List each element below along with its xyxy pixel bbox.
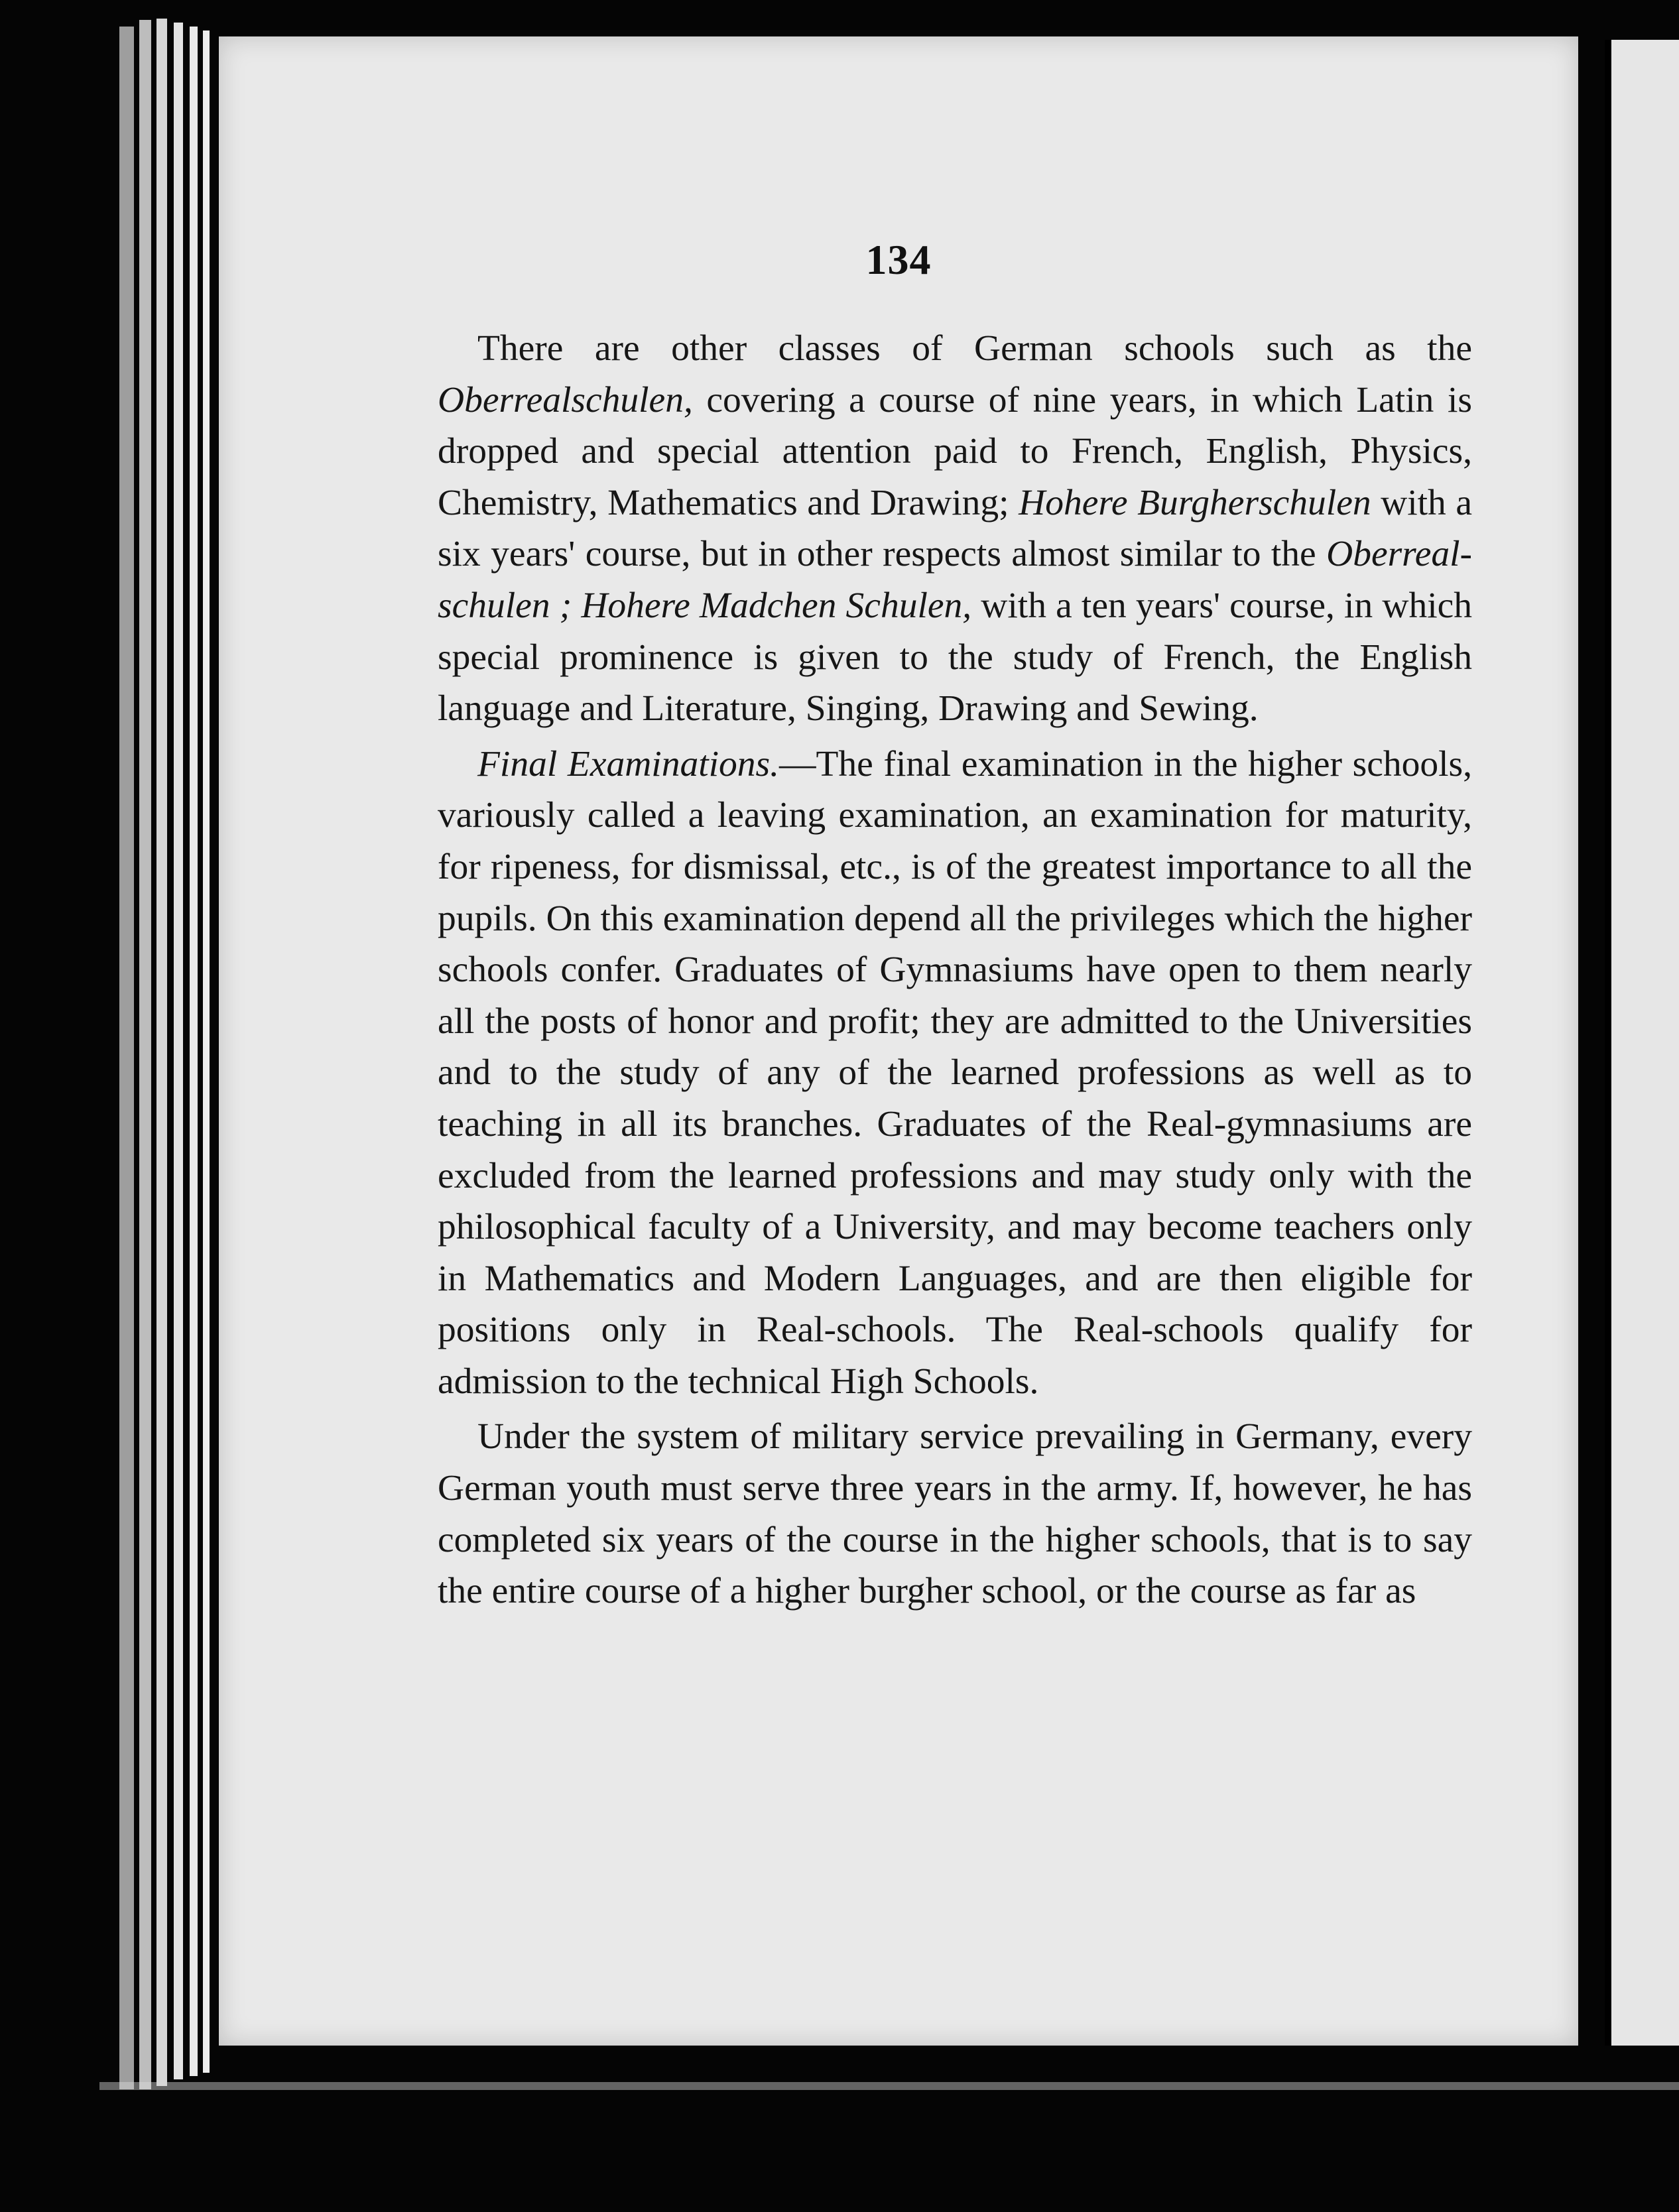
scan-strip (99, 2082, 1679, 2090)
book-edge (174, 23, 183, 2079)
italic-text: Oberrealschulen, (438, 379, 693, 420)
paragraph (438, 1411, 1472, 1617)
body-text (438, 323, 1472, 1617)
text-run: covering a course of nine years, in which Latin is dropped and special attention paid to French, English, Physics, Chemistry, Mathematics and Drawing; (438, 379, 1472, 523)
italic-text: Oberreal-schulen ; Hohere Madchen Schulen, (438, 534, 1472, 626)
text-run: with a six years' course, but in other respects almost similar to the (438, 482, 1473, 575)
facing-page-edge (1605, 40, 1679, 2046)
text-run: There are other classes of German schools such as the (477, 328, 1472, 369)
book-edge (119, 27, 134, 2089)
page-number: 134 (865, 236, 932, 283)
paragraph (438, 323, 1472, 735)
book-edge (156, 19, 167, 2086)
book-edge (203, 31, 210, 2073)
text-run: —The final examination in the higher schools, variously called a leaving examination, an examination for maturity, for ripeness, for dismissal, etc., is of the greatest importance to all the pupils. On this examination depend all the privileges which the higher schools confer. Graduates of Gymnasiums have open to them nearly all the posts of honor and profit; they are admitted to the Universities and to the study of any of the learned professions as well as to teaching in all its branches. Graduates of the Real-gymnasiums are excluded from the learned professions and may study only with the philosophical faculty of a University, and may become teachers only in Mathematics and Modern Languages, and are then eligible for positions only in Real-schools. The Real-schools qualify for admission to the technical High Schools. (438, 743, 1472, 1402)
paragraph (438, 739, 1472, 1408)
text-run: Under the system of military service prevailing in Germany, every German youth must serve three years in the army. If, however, he has completed six years of the course in the higher schools, that is to say the entire course of a higher burgher school, or the course as far as (438, 1416, 1472, 1612)
italic-text: Final Examinations. (477, 743, 780, 784)
italic-text: Hohere Burgherschulen (1019, 482, 1371, 523)
book-edge (139, 20, 151, 2089)
text-run: with a ten years' course, in which special prominence is given to the study of French, the English language and Literature, Singing, Drawing and Sewing. (438, 585, 1472, 729)
book-page (219, 36, 1578, 2046)
book-edge (190, 27, 198, 2076)
